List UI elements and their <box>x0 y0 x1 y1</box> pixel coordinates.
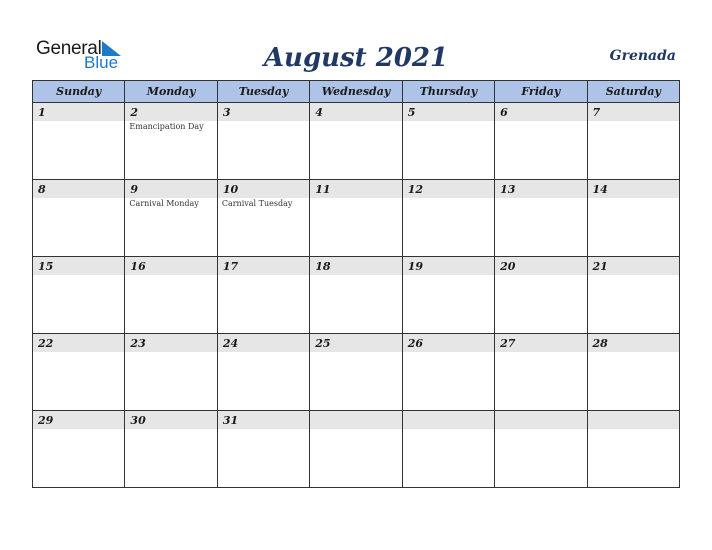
logo-text-general: General <box>36 38 102 59</box>
month-calendar <box>32 80 680 488</box>
day-cell <box>33 180 125 257</box>
holiday-label <box>588 352 679 353</box>
day-cell <box>217 334 309 411</box>
day-cell <box>402 103 494 180</box>
day-cell <box>125 334 217 411</box>
day-number: 15 <box>33 257 124 275</box>
day-number: 29 <box>33 411 124 429</box>
holiday-label <box>218 352 309 353</box>
holiday-label <box>33 198 124 199</box>
holiday-label <box>218 429 309 430</box>
holiday-label <box>33 352 124 353</box>
day-cell <box>587 103 679 180</box>
day-cell <box>495 103 587 180</box>
day-number: 26 <box>403 334 494 352</box>
weekday-header: Friday <box>495 81 587 103</box>
day-cell <box>310 411 402 488</box>
day-cell <box>125 180 217 257</box>
weekday-header: Monday <box>125 81 217 103</box>
holiday-label <box>310 198 401 199</box>
day-cell <box>310 257 402 334</box>
holiday-label <box>310 275 401 276</box>
day-cell <box>33 411 125 488</box>
day-cell <box>33 334 125 411</box>
holiday-label: Emancipation Day <box>129 122 204 131</box>
holiday-label <box>125 275 216 276</box>
day-number: 27 <box>495 334 586 352</box>
day-number <box>310 411 401 429</box>
day-number <box>588 411 679 429</box>
day-cell <box>402 334 494 411</box>
day-cell <box>310 334 402 411</box>
logo-text-blue: Blue <box>84 53 119 72</box>
day-number: 13 <box>495 180 586 198</box>
holiday-label <box>218 275 309 276</box>
day-number: 25 <box>310 334 401 352</box>
day-cell <box>587 334 679 411</box>
weekday-header: Tuesday <box>217 81 309 103</box>
holiday-label <box>218 121 309 122</box>
day-number: 1 <box>33 103 124 121</box>
week-row <box>33 411 680 488</box>
weekday-header-row <box>33 81 680 103</box>
day-cell <box>495 257 587 334</box>
day-cell <box>587 180 679 257</box>
day-cell <box>125 103 217 180</box>
day-cell <box>217 411 309 488</box>
day-cell <box>402 411 494 488</box>
country-name: Grenada <box>609 48 676 64</box>
page-title: August 2021 <box>263 43 449 73</box>
day-cell <box>587 411 679 488</box>
day-number: 14 <box>588 180 679 198</box>
holiday-label <box>495 429 586 430</box>
weekday-header: Sunday <box>33 81 125 103</box>
day-cell <box>587 257 679 334</box>
day-number: 24 <box>218 334 309 352</box>
day-cell <box>402 180 494 257</box>
day-number: 17 <box>218 257 309 275</box>
week-row <box>33 334 680 411</box>
holiday-label <box>495 352 586 353</box>
day-number: 3 <box>218 103 309 121</box>
day-number: 9 <box>125 180 216 198</box>
day-cell <box>495 411 587 488</box>
day-number: 7 <box>588 103 679 121</box>
day-cell <box>402 257 494 334</box>
day-number: 28 <box>588 334 679 352</box>
holiday-label <box>33 429 124 430</box>
day-cell <box>217 257 309 334</box>
day-number: 31 <box>218 411 309 429</box>
holiday-label <box>588 429 679 430</box>
day-number: 19 <box>403 257 494 275</box>
day-cell <box>33 257 125 334</box>
day-cell <box>217 103 309 180</box>
day-number: 2 <box>125 103 216 121</box>
holiday-label: Carnival Tuesday <box>221 199 293 208</box>
holiday-label <box>588 275 679 276</box>
week-row <box>33 180 680 257</box>
holiday-label <box>588 198 679 199</box>
holiday-label <box>403 198 494 199</box>
holiday-label <box>495 121 586 122</box>
day-number: 8 <box>33 180 124 198</box>
day-number: 11 <box>310 180 401 198</box>
day-cell <box>125 257 217 334</box>
day-number: 4 <box>310 103 401 121</box>
day-cell <box>310 103 402 180</box>
holiday-label <box>310 352 401 353</box>
holiday-label <box>33 121 124 122</box>
week-row <box>33 103 680 180</box>
day-number: 5 <box>403 103 494 121</box>
day-number: 12 <box>403 180 494 198</box>
day-number: 23 <box>125 334 216 352</box>
day-cell <box>125 411 217 488</box>
day-number: 20 <box>495 257 586 275</box>
day-cell <box>33 103 125 180</box>
day-number: 18 <box>310 257 401 275</box>
holiday-label <box>403 429 494 430</box>
holiday-label <box>125 429 216 430</box>
day-number <box>403 411 494 429</box>
holiday-label <box>125 352 216 353</box>
day-cell <box>495 334 587 411</box>
weekday-header: Saturday <box>587 81 679 103</box>
day-cell <box>310 180 402 257</box>
day-number: 30 <box>125 411 216 429</box>
holiday-label <box>403 352 494 353</box>
holiday-label <box>310 121 401 122</box>
day-number: 6 <box>495 103 586 121</box>
holiday-label <box>495 198 586 199</box>
holiday-label <box>310 429 401 430</box>
holiday-label <box>588 121 679 122</box>
holiday-label <box>403 121 494 122</box>
day-cell <box>495 180 587 257</box>
holiday-label <box>495 275 586 276</box>
holiday-label <box>33 275 124 276</box>
weekday-header: Thursday <box>402 81 494 103</box>
week-row <box>33 257 680 334</box>
day-cell <box>217 180 309 257</box>
day-number: 22 <box>33 334 124 352</box>
weekday-header: Wednesday <box>310 81 402 103</box>
day-number <box>495 411 586 429</box>
day-number: 10 <box>218 180 309 198</box>
holiday-label <box>403 275 494 276</box>
holiday-label: Carnival Monday <box>129 199 199 208</box>
day-number: 21 <box>588 257 679 275</box>
day-number: 16 <box>125 257 216 275</box>
